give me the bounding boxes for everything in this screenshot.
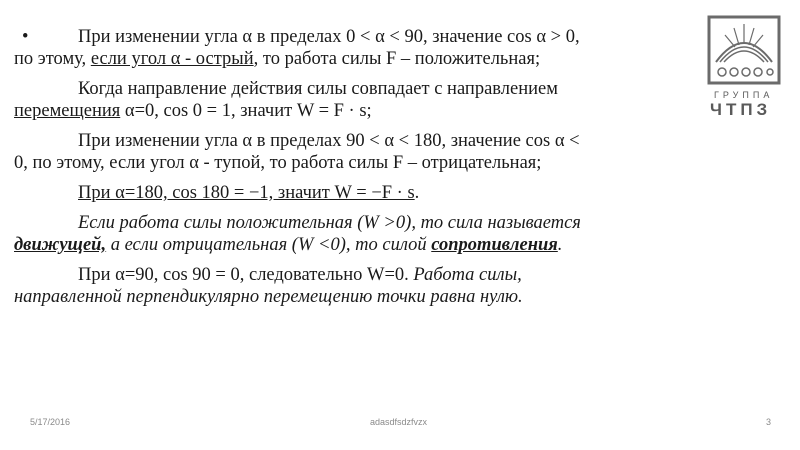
paragraph-text: При изменении угла α в пределах 0 < α < 90, значение cos α > 0, <box>78 27 580 47</box>
paragraph-line: Если работа силы положительная (W >0), то сила называется <box>78 213 581 233</box>
slide-content <box>14 26 704 316</box>
paragraph-text: . <box>557 235 563 255</box>
underlined-text: При α=180, cos 180 = −1, значит W = −F · s <box>78 183 415 203</box>
paragraph-text: , то работа силы F – положительная; <box>253 49 541 69</box>
paragraph-driving-force <box>14 212 704 256</box>
italic-text: Работа силы, <box>413 265 522 285</box>
paragraph-line <box>14 48 704 70</box>
footer-text: adasdfsdzfvzx <box>370 417 428 427</box>
paragraph-text: . <box>414 183 420 203</box>
logo-text-name: ЧТПЗ <box>710 100 772 119</box>
logo-mark-icon <box>706 14 784 86</box>
paragraph-zero-angle <box>14 78 704 122</box>
paragraph-line: 0, по этому, если угол α - тупой, то работа силы F – отрицательная; <box>14 153 542 173</box>
paragraph-line <box>14 234 704 256</box>
paragraph-line: Когда направление действия силы совпадает с направлением <box>78 79 558 99</box>
company-logo <box>706 14 784 119</box>
paragraph-line <box>14 182 704 204</box>
paragraph-90-angle <box>14 264 704 308</box>
paragraph-text: α=0, cos 0 = 1, значит W = F · s; <box>120 101 372 121</box>
bold-term: движущей, <box>14 235 107 255</box>
paragraph-text: а если отрицательная (W <0), то силой <box>106 235 432 255</box>
paragraph-line: направленной перпендикулярно перемещению точки равна нулю. <box>14 287 523 307</box>
paragraph-text: по этому, <box>14 49 91 69</box>
paragraph-line <box>14 26 704 48</box>
paragraph-line <box>14 100 704 122</box>
paragraph-line <box>14 264 704 286</box>
underlined-text: перемещения <box>14 101 121 121</box>
paragraph-180-angle <box>14 182 704 204</box>
bullet-icon: • <box>22 27 29 47</box>
paragraph-text: При α=90, cos 90 = 0, следовательно W=0. <box>78 265 414 285</box>
paragraph-acute-angle <box>14 26 704 70</box>
paragraph-line: При изменении угла α в пределах 90 < α < 180, значение cos α < <box>78 131 580 151</box>
page-number: 3 <box>766 417 772 427</box>
paragraph-obtuse-angle <box>14 130 704 174</box>
footer-date: 5/17/2016 <box>30 417 71 427</box>
bold-term: сопротивления <box>431 235 558 255</box>
logo-text-group: ГРУППА <box>714 90 774 100</box>
underlined-text: если угол α - острый <box>90 49 254 69</box>
